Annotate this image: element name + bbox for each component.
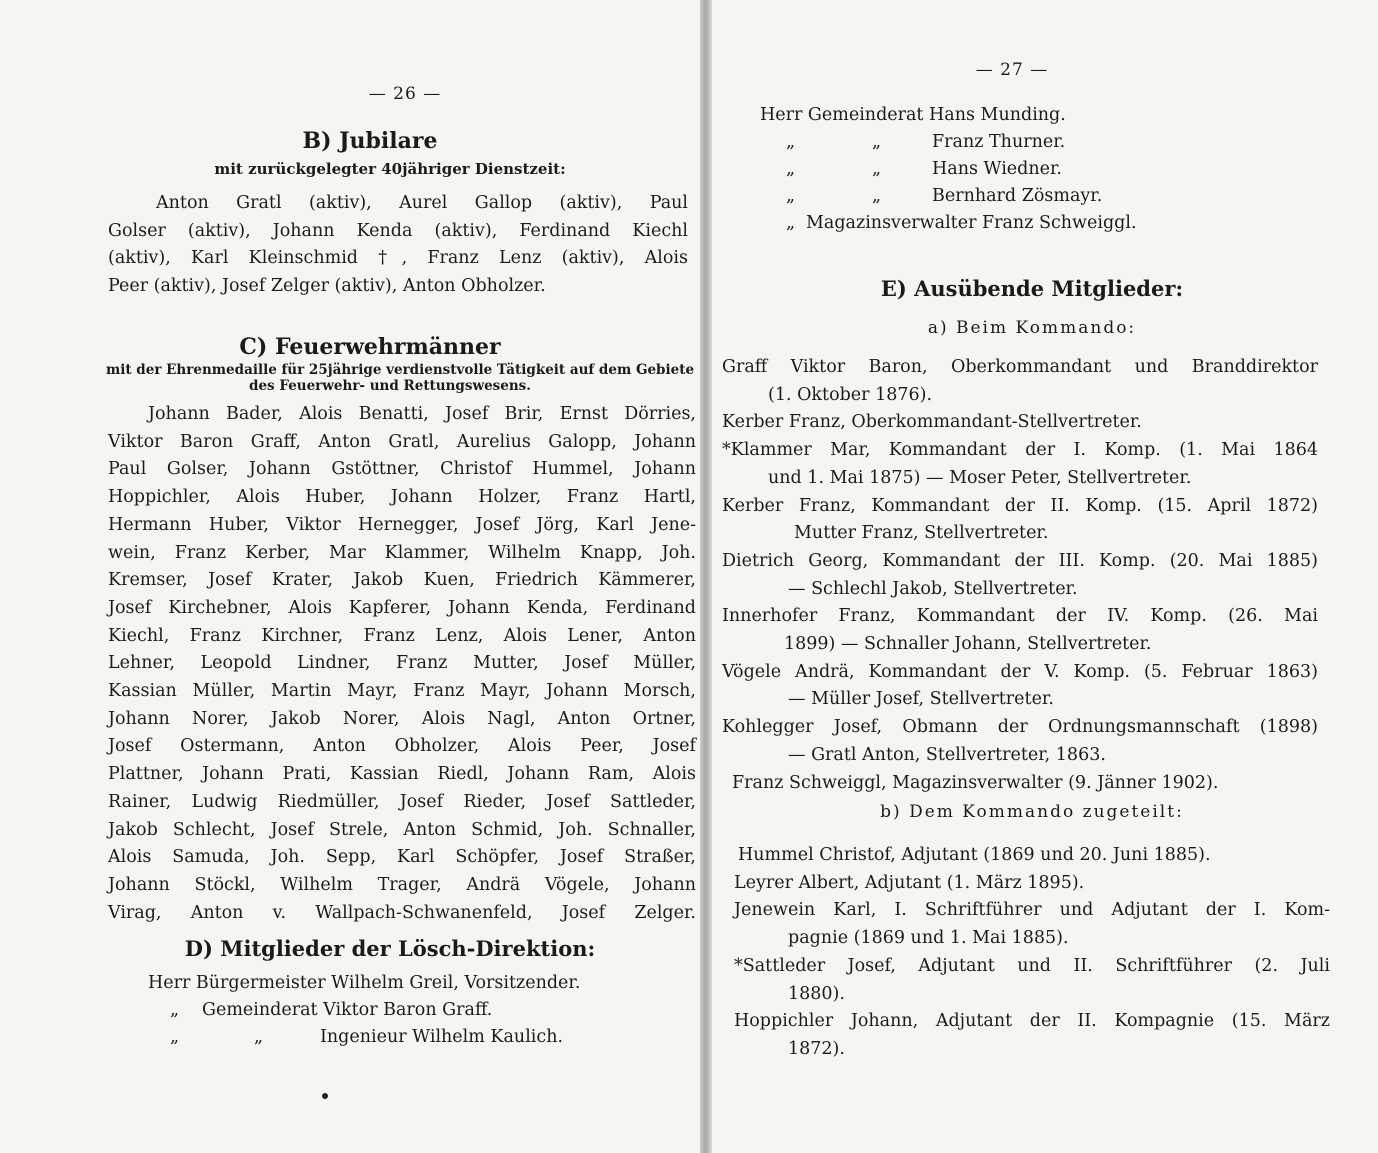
section-d-list bbox=[148, 970, 668, 1051]
text-line: Kerber Franz, Kommandant der II. Komp. (15. April 1872) bbox=[722, 495, 1318, 516]
page-number-right: — 27 — bbox=[975, 60, 1049, 80]
text-line: Franz Schweiggl, Magazinsverwalter (9. Jänner 1902). bbox=[732, 772, 1219, 793]
text-line: Hoppichler, Alois Huber, Johann Holzer, Franz Hartl, bbox=[108, 487, 696, 508]
ditto-mark: „ bbox=[786, 213, 796, 233]
member-text: Bernhard Zösmayr. bbox=[932, 186, 1103, 206]
text-line: Kassian Müller, Martin Mayr, Franz Mayr, Johann Morsch, bbox=[108, 681, 696, 702]
text-line: — Müller Josef, Stellvertreter. bbox=[788, 689, 1054, 710]
book-gutter bbox=[700, 0, 712, 1153]
section-b-text bbox=[108, 190, 688, 301]
ditto-mark: „ bbox=[170, 1000, 180, 1020]
text-line: Anton Gratl (aktiv), Aurel Gallop (aktiv), Paul bbox=[156, 193, 688, 213]
member-text: Herr Bürgermeister Wilhelm Greil, Vorsitzender. bbox=[148, 973, 581, 993]
right-page bbox=[712, 0, 1378, 1153]
text-line: Hoppichler Johann, Adjutant der II. Kompagnie (15. März bbox=[734, 1011, 1330, 1032]
text-line: Johann Bader, Alois Benatti, Josef Brir, Ernst Dörries, bbox=[148, 404, 696, 424]
text-line: (aktiv), Karl Kleinschmid †, Franz Lenz (aktiv), Alois bbox=[108, 248, 688, 269]
section-e-title: E) Ausübende Mitglieder: bbox=[880, 276, 1184, 301]
list-item bbox=[760, 210, 1320, 237]
section-c-subtitle-2: des Feuerwehr- und Rettungswesens. bbox=[249, 378, 531, 394]
text-line: Innerhofer Franz, Kommandant der IV. Komp. (26. Mai bbox=[722, 606, 1318, 627]
text-line: *Klammer Mar, Kommandant der I. Komp. (1. Mai 1864 bbox=[722, 440, 1318, 461]
member-text: Gemeinderat Viktor Baron Graff. bbox=[202, 1000, 493, 1020]
text-line: Josef Kirchebner, Alois Kapferer, Johann Kenda, Ferdinand bbox=[108, 597, 696, 618]
section-d-continued bbox=[760, 102, 1320, 237]
list-item bbox=[148, 1024, 668, 1051]
list-item bbox=[760, 183, 1320, 210]
member-text: Hans Wiedner. bbox=[932, 159, 1062, 179]
text-line: wein, Franz Kerber, Mar Klammer, Wilhelm Knapp, Joh. bbox=[108, 542, 696, 563]
text-line: Virag, Anton v. Wallpach-Schwanenfeld, Josef Zelger. bbox=[108, 902, 696, 923]
list-item bbox=[148, 970, 668, 997]
text-line: Johann Norer, Jakob Norer, Alois Nagl, Anton Ortner, bbox=[108, 708, 696, 729]
text-line: Johann Stöckl, Wilhelm Trager, Andrä Vögele, Johann bbox=[108, 874, 696, 895]
section-d-title: D) Mitglieder der Lösch-Direktion: bbox=[184, 936, 596, 961]
text-line: Kerber Franz, Oberkommandant-Stellvertreter. bbox=[722, 412, 1142, 433]
text-line: Jenewein Karl, I. Schriftführer und Adjutant der I. Kom- bbox=[734, 900, 1330, 921]
section-e-sub-b: b) Dem Kommando zugeteilt: bbox=[880, 802, 1184, 822]
text-line: und 1. Mai 1875) — Moser Peter, Stellvertreter. bbox=[768, 467, 1192, 488]
ditto-mark: „ bbox=[786, 132, 796, 152]
text-line: 1872). bbox=[788, 1038, 845, 1059]
member-text: Franz Thurner. bbox=[932, 132, 1066, 152]
text-line: pagnie (1869 und 1. Mai 1885). bbox=[788, 928, 1069, 949]
text-line: Josef Ostermann, Anton Obholzer, Alois Peer, Josef bbox=[108, 736, 696, 757]
list-item bbox=[760, 129, 1320, 156]
text-line: Paul Golser, Johann Gstöttner, Christof Hummel, Johann bbox=[108, 459, 696, 480]
section-b-title: B) Jubilare bbox=[302, 128, 438, 154]
text-line: Vögele Andrä, Kommandant der V. Komp. (5. Februar 1863) bbox=[722, 661, 1318, 682]
text-line: Kiechl, Franz Kirchner, Franz Lenz, Alois Lener, Anton bbox=[108, 625, 696, 646]
text-line: Viktor Baron Graff, Anton Gratl, Aurelius Galopp, Johann bbox=[108, 431, 696, 452]
section-c-subtitle-1: mit der Ehrenmedaille für 25jährige verdienstvolle Tätigkeit auf dem Gebiete bbox=[105, 362, 695, 378]
ditto-mark: „ bbox=[170, 1027, 180, 1047]
section-c-text bbox=[108, 401, 696, 927]
text-line: Alois Samuda, Joh. Sepp, Karl Schöpfer, Josef Straßer, bbox=[108, 847, 696, 868]
text-line: Kremser, Josef Krater, Jakob Kuen, Friedrich Kämmerer, bbox=[108, 570, 696, 591]
ditto-mark: „ bbox=[872, 132, 882, 152]
text-line: Rainer, Ludwig Riedmüller, Josef Rieder, Josef Sattleder, bbox=[108, 791, 696, 812]
text-line: Kohlegger Josef, Obmann der Ordnungsmannschaft (1898) bbox=[722, 717, 1318, 738]
member-text: Herr Gemeinderat Hans Munding. bbox=[760, 105, 1066, 125]
member-text: Magazinsverwalter Franz Schweiggl. bbox=[806, 213, 1137, 233]
text-line: Lehner, Leopold Lindner, Franz Mutter, Josef Müller, bbox=[108, 653, 696, 674]
text-line: Golser (aktiv), Johann Kenda (aktiv), Ferdinand Kiechl bbox=[108, 220, 688, 241]
ditto-mark: „ bbox=[872, 159, 882, 179]
ditto-mark: „ bbox=[254, 1027, 264, 1047]
ditto-mark: „ bbox=[872, 186, 882, 206]
text-line: Mutter Franz, Stellvertreter. bbox=[794, 523, 1049, 544]
text-line: Plattner, Johann Prati, Kassian Riedl, Johann Ram, Alois bbox=[108, 764, 696, 785]
ditto-mark: „ bbox=[786, 186, 796, 206]
text-line: Dietrich Georg, Kommandant der III. Komp. (20. Mai 1885) bbox=[722, 550, 1318, 571]
text-line: — Schlechl Jakob, Stellvertreter. bbox=[788, 578, 1078, 599]
list-item bbox=[760, 102, 1320, 129]
text-line: Hummel Christof, Adjutant (1869 und 20. Juni 1885). bbox=[738, 845, 1211, 865]
text-line: Graff Viktor Baron, Oberkommandant und Branddirektor bbox=[722, 357, 1318, 377]
list-item bbox=[760, 156, 1320, 183]
section-b-subtitle: mit zurückgelegter 40jähriger Dienstzeit: bbox=[214, 160, 566, 178]
section-c-title: C) Feuerwehrmänner bbox=[239, 334, 501, 360]
text-line: Jakob Schlecht, Josef Strele, Anton Schmid, Joh. Schnaller, bbox=[108, 819, 696, 840]
section-e-sub-a: a) Beim Kommando: bbox=[927, 318, 1137, 338]
section-e-b-list bbox=[734, 842, 1330, 1064]
list-item bbox=[148, 997, 668, 1024]
member-text: Ingenieur Wilhelm Kaulich. bbox=[320, 1027, 564, 1047]
text-line: — Gratl Anton, Stellvertreter, 1863. bbox=[788, 744, 1106, 765]
ink-spot bbox=[322, 1093, 328, 1099]
text-line: Peer (aktiv), Josef Zelger (aktiv), Anton Obholzer. bbox=[108, 276, 546, 297]
page-number-left: — 26 — bbox=[368, 84, 442, 104]
text-line: Hermann Huber, Viktor Hernegger, Josef Jörg, Karl Jene- bbox=[108, 514, 696, 535]
ditto-mark: „ bbox=[786, 159, 796, 179]
text-line: *Sattleder Josef, Adjutant und II. Schriftführer (2. Juli bbox=[734, 955, 1330, 976]
text-line: (1. Oktober 1876). bbox=[768, 384, 933, 405]
section-e-a-list bbox=[722, 354, 1318, 797]
text-line: 1880). bbox=[788, 983, 845, 1004]
text-line: 1899) — Schnaller Johann, Stellvertreter. bbox=[784, 634, 1152, 655]
text-line: Leyrer Albert, Adjutant (1. März 1895). bbox=[734, 872, 1085, 893]
